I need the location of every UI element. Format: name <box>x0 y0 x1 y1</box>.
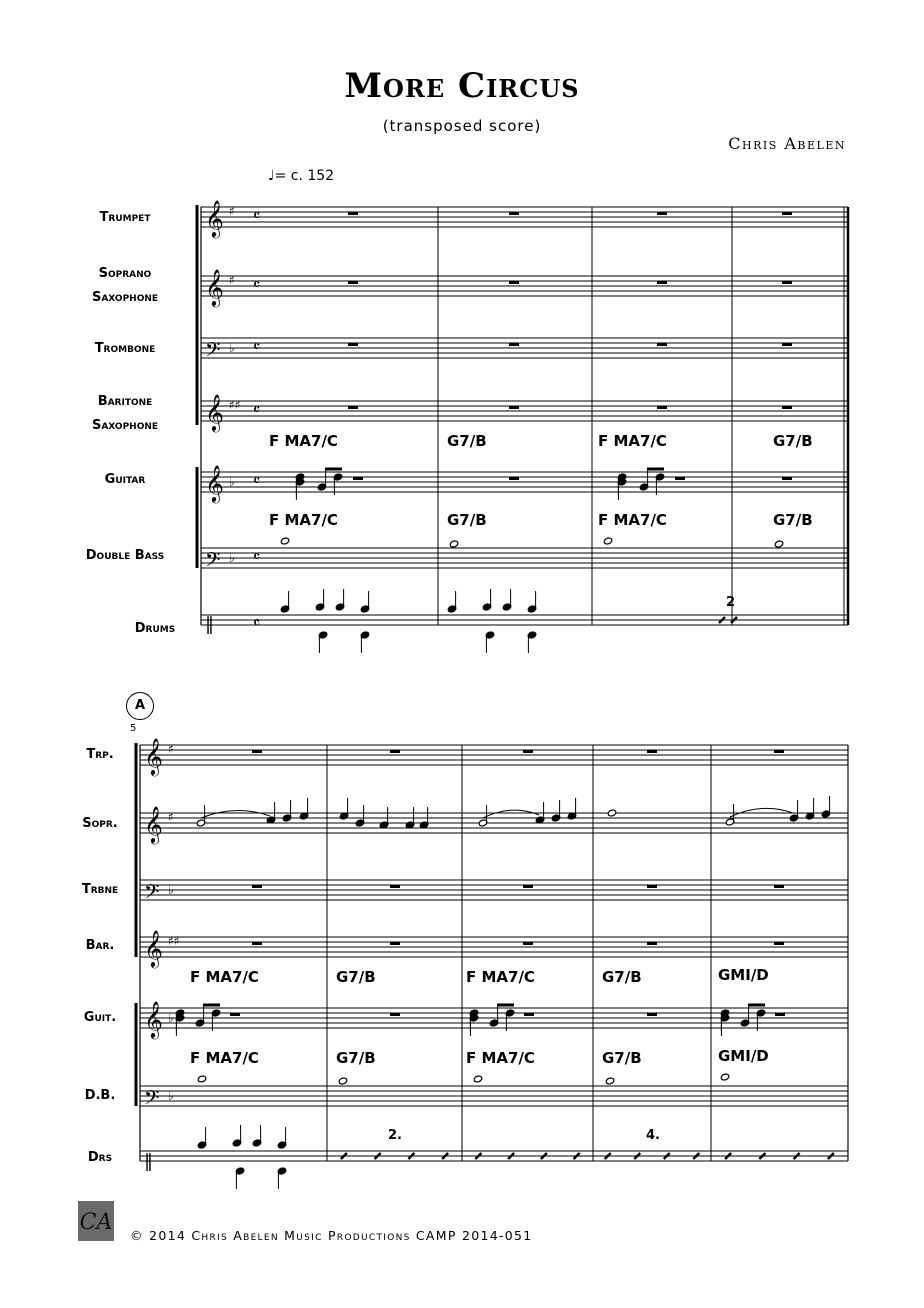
whole-rest <box>647 942 657 945</box>
rehearsal-mark: A <box>126 692 154 720</box>
note-head <box>603 537 612 545</box>
whole-rest <box>523 942 533 945</box>
chord-symbol: G7/B <box>773 432 813 450</box>
label-soprano-short: Sopr. <box>82 816 118 831</box>
whole-rest <box>348 406 358 409</box>
whole-rest <box>647 885 657 888</box>
chord-symbol: G7/B <box>602 968 642 986</box>
label-soprano: Soprano Saxophone <box>91 266 159 305</box>
key-signature: ♭ <box>229 475 235 489</box>
composer-name: Chris Abelen <box>728 134 846 153</box>
note-head <box>280 537 289 545</box>
whole-rest <box>523 750 533 753</box>
whole-rest <box>390 942 400 945</box>
bass-clef-icon: 𝄢 <box>205 338 221 366</box>
whole-rest <box>657 343 667 346</box>
whole-rest <box>523 885 533 888</box>
whole-rest <box>252 750 262 753</box>
whole-rest <box>390 750 400 753</box>
chord-symbol: F MA7/C <box>466 968 535 986</box>
whole-rest <box>390 885 400 888</box>
chord-symbol: G7/B <box>447 432 487 450</box>
whole-rest <box>509 281 519 284</box>
label-trombone: Trombone <box>94 341 156 356</box>
whole-rest <box>353 477 363 480</box>
publisher-logo <box>78 1201 114 1241</box>
note-head <box>197 1075 206 1083</box>
whole-rest <box>348 343 358 346</box>
key-signature: ♭ <box>168 883 174 897</box>
note-head <box>607 809 616 817</box>
chord-symbol: G7/B <box>336 968 376 986</box>
time-signature-icon: 𝄴 <box>253 275 261 294</box>
treble-clef-icon: 𝄞 <box>144 805 163 843</box>
time-signature-icon: 𝄴 <box>253 400 261 419</box>
bass-clef-icon: 𝄢 <box>205 548 221 576</box>
chord-symbol: F MA7/C <box>190 968 259 986</box>
whole-rest <box>782 406 792 409</box>
treble-clef-icon: 𝄞 <box>205 464 224 502</box>
measure-number: 5 <box>130 723 137 734</box>
whole-rest <box>647 1013 657 1016</box>
whole-rest <box>782 343 792 346</box>
key-signature: ♭ <box>229 341 235 355</box>
whole-rest <box>782 477 792 480</box>
key-signature: ♯ <box>168 810 174 824</box>
whole-rest <box>230 1013 240 1016</box>
chord-symbol: G7/B <box>447 511 487 529</box>
label-drums: Drums <box>134 621 176 636</box>
treble-clef-icon: 𝄞 <box>205 393 224 431</box>
note-head <box>605 1077 614 1085</box>
logo-icon <box>78 1201 114 1241</box>
whole-rest <box>782 212 792 215</box>
whole-rest <box>657 406 667 409</box>
label-guitar: Guitar <box>104 472 146 487</box>
label-trumpet: Trumpet <box>99 210 151 225</box>
quarter-note-icon: ♩ <box>268 168 275 184</box>
key-signature: ♭ <box>168 1089 174 1103</box>
tempo-text: = c. 152 <box>274 168 335 184</box>
whole-rest <box>509 343 519 346</box>
time-signature-icon: 𝄴 <box>253 471 261 490</box>
note-head <box>774 540 783 548</box>
label-baritone: Baritone Saxophone <box>91 394 159 433</box>
label-guitar-short: Guit. <box>83 1010 117 1025</box>
label-trombone-short: Trbne <box>81 882 119 897</box>
svg-text:CA: CA <box>79 1210 113 1235</box>
key-signature: ♯ <box>229 204 235 218</box>
copyright-notice: © 2014 Chris Abelen Music Productions CAMP 2014-051 <box>130 1228 533 1243</box>
bass-clef-icon: 𝄢 <box>144 1086 160 1114</box>
chord-symbol: F MA7/C <box>598 432 667 450</box>
treble-clef-icon: 𝄞 <box>205 268 224 306</box>
whole-rest <box>348 212 358 215</box>
chord-symbol: F MA7/C <box>466 1049 535 1067</box>
label-baritone-short: Bar. <box>85 938 115 953</box>
whole-rest <box>774 942 784 945</box>
time-signature-icon: 𝄴 <box>253 613 261 632</box>
note-head <box>720 1073 729 1081</box>
chord-symbol: F MA7/C <box>269 511 338 529</box>
key-signature: ♯ <box>168 742 174 756</box>
percussion-clef-icon: ‖ <box>144 1151 153 1172</box>
key-signature: ♯♯ <box>168 934 180 948</box>
whole-rest <box>509 477 519 480</box>
time-signature-icon: 𝄴 <box>253 547 261 566</box>
percussion-clef-icon: ‖ <box>205 614 214 635</box>
label-bass: Double Bass <box>85 548 165 563</box>
whole-rest <box>348 281 358 284</box>
treble-clef-icon: 𝄞 <box>205 199 224 237</box>
treble-clef-icon: 𝄞 <box>144 737 163 775</box>
chord-symbol: F MA7/C <box>269 432 338 450</box>
whole-rest <box>657 281 667 284</box>
key-signature: ♭ <box>229 551 235 565</box>
whole-rest <box>774 750 784 753</box>
whole-rest <box>782 281 792 284</box>
treble-clef-icon: 𝄞 <box>144 1000 163 1038</box>
whole-rest <box>509 406 519 409</box>
whole-rest <box>390 1013 400 1016</box>
note-head <box>449 540 458 548</box>
note-head <box>473 1075 482 1083</box>
whole-rest <box>252 942 262 945</box>
chord-symbol: F MA7/C <box>190 1049 259 1067</box>
chord-symbol: GMI/D <box>718 1047 769 1065</box>
drum-count: 2. <box>388 1128 402 1143</box>
label-bass-short: D.B. <box>84 1088 116 1103</box>
chord-symbol: GMI/D <box>718 966 769 984</box>
key-signature: ♭ <box>168 1011 174 1025</box>
bass-clef-icon: 𝄢 <box>144 880 160 908</box>
whole-rest <box>524 1013 534 1016</box>
whole-rest <box>252 885 262 888</box>
key-signature: ♯ <box>229 273 235 287</box>
whole-rest <box>509 212 519 215</box>
score-title: More Circus <box>344 66 580 106</box>
treble-clef-icon: 𝄞 <box>144 929 163 967</box>
whole-rest <box>774 885 784 888</box>
whole-rest <box>675 477 685 480</box>
time-signature-icon: 𝄴 <box>253 337 261 356</box>
chord-symbol: G7/B <box>773 511 813 529</box>
whole-rest <box>775 1013 785 1016</box>
tie <box>201 810 270 818</box>
chord-symbol: G7/B <box>336 1049 376 1067</box>
note-head <box>338 1077 347 1085</box>
tie <box>483 810 539 818</box>
key-signature: ♯♯ <box>229 398 241 412</box>
chord-symbol: G7/B <box>602 1049 642 1067</box>
label-drums-short: Drs <box>87 1150 113 1165</box>
drum-count: 4. <box>646 1128 660 1143</box>
label-trumpet-short: Trp. <box>86 747 114 762</box>
whole-rest <box>657 212 667 215</box>
chord-symbol: F MA7/C <box>598 511 667 529</box>
drum-repeat-count: 2 <box>726 595 736 610</box>
whole-rest <box>647 750 657 753</box>
time-signature-icon: 𝄴 <box>253 206 261 225</box>
score-subtitle: (transposed score) <box>382 117 542 135</box>
